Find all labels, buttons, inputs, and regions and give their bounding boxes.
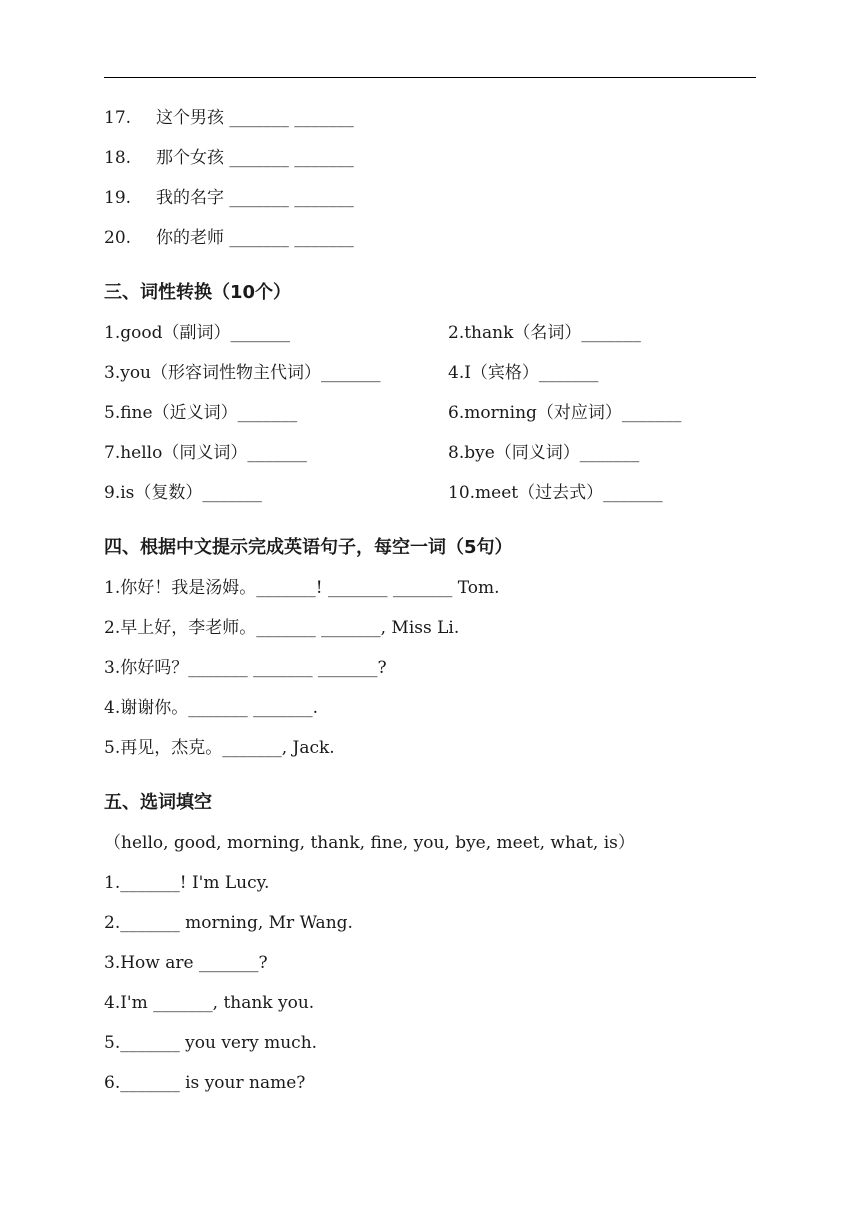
list-item: 4.I（宾格）_______ xyxy=(448,363,599,383)
list-item: 6._______ is your name? xyxy=(104,1073,306,1093)
list-item xyxy=(104,226,354,250)
item-text: 这个男孩 _______ _______ xyxy=(156,108,354,128)
list-item: 2.早上好，李老师。_______ _______, Miss Li. xyxy=(104,618,460,638)
list-item: 1._______! I'm Lucy. xyxy=(104,873,270,893)
item-text: 我的名字 _______ _______ xyxy=(156,188,354,208)
list-item: 3.你好吗？_______ _______ _______? xyxy=(104,658,387,678)
list-item: 7.hello（同义词）_______ xyxy=(104,443,307,463)
list-item: 5.再见，杰克。_______, Jack. xyxy=(104,738,335,758)
header-rule xyxy=(104,77,756,78)
list-item: 1.你好！我是汤姆。_______! _______ _______ Tom. xyxy=(104,578,500,598)
list-item: 1.good（副词）_______ xyxy=(104,323,290,343)
list-item: 3.you（形容词性物主代词）_______ xyxy=(104,363,381,383)
section-heading: 三、词性转换（10个） xyxy=(104,282,292,303)
list-item: 3.How are _______? xyxy=(104,953,268,973)
list-item: 4.I'm _______, thank you. xyxy=(104,993,315,1013)
section-heading: 四、根据中文提示完成英语句子，每空一词（5句） xyxy=(104,537,513,558)
section-heading: 五、选词填空 xyxy=(104,792,212,813)
list-item xyxy=(104,146,354,170)
list-item xyxy=(104,186,354,210)
list-item: 8.bye（同义词）_______ xyxy=(448,443,640,463)
list-item: 4.谢谢你。_______ _______. xyxy=(104,698,319,718)
item-text: 那个女孩 _______ _______ xyxy=(156,148,354,168)
list-item: 10.meet（过去式）_______ xyxy=(448,483,663,503)
list-item: 2.thank（名词）_______ xyxy=(448,323,641,343)
item-text: 你的老师 _______ _______ xyxy=(156,228,354,248)
list-item: 6.morning（对应词）_______ xyxy=(448,403,682,423)
word-bank: （hello, good, morning, thank, fine, you, bye, meet, what, is） xyxy=(104,833,635,853)
list-item: 9.is（复数）_______ xyxy=(104,483,262,503)
item-number: 17. xyxy=(104,108,132,128)
list-item: 2._______ morning, Mr Wang. xyxy=(104,913,353,933)
item-number: 19. xyxy=(104,188,132,208)
item-number: 18. xyxy=(104,148,132,168)
list-item: 5._______ you very much. xyxy=(104,1033,318,1053)
list-item xyxy=(104,106,354,130)
list-item: 5.fine（近义词）_______ xyxy=(104,403,298,423)
item-number: 20. xyxy=(104,228,132,248)
